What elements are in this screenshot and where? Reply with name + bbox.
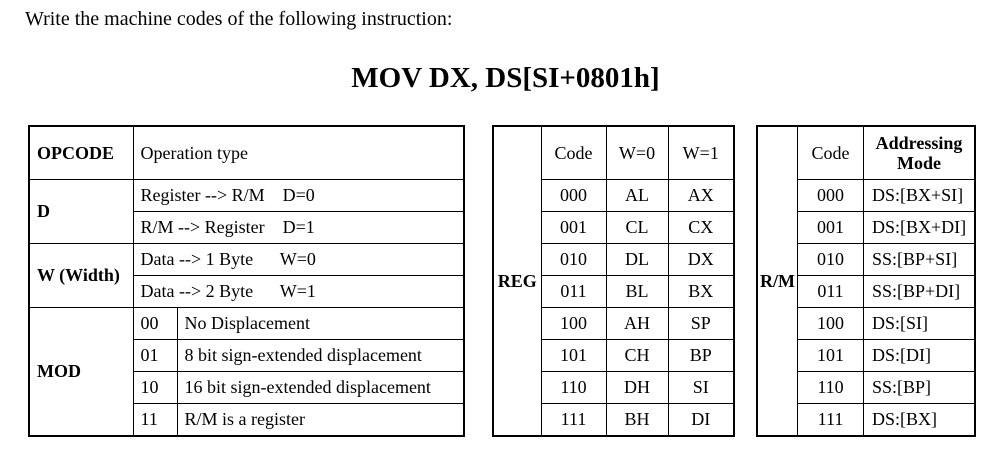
reg-w0: DH [606,372,668,404]
reg-code: 100 [541,308,606,340]
reg-w0: CH [606,340,668,372]
reg-w0: DL [606,244,668,276]
mod-code: 00 [133,308,177,340]
d-option-0: Register --> R/M D=0 [133,180,464,212]
reg-w1: BX [668,276,734,308]
rm-mode-header: Addressing Mode [864,126,976,180]
reg-w1-header: W=1 [668,126,734,180]
rm-mode: SS:[BP+DI] [864,276,976,308]
reg-w1: DI [668,404,734,437]
mod-code: 11 [133,404,177,437]
reg-w0: AH [606,308,668,340]
mod-label: MOD [29,308,133,437]
operation-type-header: Operation type [133,126,464,180]
reg-header-row [493,126,734,180]
w-option-0: Data --> 1 Byte W=0 [133,244,464,276]
rm-table [756,125,976,437]
rm-label: R/M [757,126,798,436]
mod-code: 01 [133,340,177,372]
mod-row [29,308,464,340]
d-option-1: R/M --> Register D=1 [133,212,464,244]
rm-code: 001 [798,212,864,244]
rm-mode: DS:[SI] [864,308,976,340]
reg-w1: SI [668,372,734,404]
mod-description: 16 bit sign-extended displacement [177,372,464,404]
rm-code-header: Code [798,126,864,180]
rm-mode: DS:[BX+DI] [864,212,976,244]
mod-code: 10 [133,372,177,404]
reg-label: REG [493,126,541,436]
reg-code: 101 [541,340,606,372]
d-label: D [29,180,133,244]
instruction-heading: MOV DX, DS[SI+0801h] [351,62,660,94]
reg-w0-header: W=0 [606,126,668,180]
reg-code: 000 [541,180,606,212]
reg-w0: CL [606,212,668,244]
rm-mode: DS:[BX+SI] [864,180,976,212]
reg-w1: AX [668,180,734,212]
rm-code: 101 [798,340,864,372]
reg-w0: BL [606,276,668,308]
reg-w1: BP [668,340,734,372]
reg-code: 001 [541,212,606,244]
w-row [29,244,464,276]
rm-header-row [757,126,975,180]
d-row [29,180,464,212]
mod-description: R/M is a register [177,404,464,437]
rm-mode: SS:[BP] [864,372,976,404]
w-option-1: Data --> 2 Byte W=1 [133,276,464,308]
rm-mode: SS:[BP+SI] [864,244,976,276]
reg-code: 110 [541,372,606,404]
reg-w1: SP [668,308,734,340]
reg-code-header: Code [541,126,606,180]
rm-mode: DS:[DI] [864,340,976,372]
reg-w1: DX [668,244,734,276]
instruction-fields-table [28,125,465,437]
opcode-header: OPCODE [29,126,133,180]
rm-code: 011 [798,276,864,308]
rm-mode: DS:[BX] [864,404,976,437]
reg-w1: CX [668,212,734,244]
mod-description: No Displacement [177,308,464,340]
reg-code: 010 [541,244,606,276]
rm-code: 010 [798,244,864,276]
rm-code: 000 [798,180,864,212]
rm-code: 111 [798,404,864,437]
mod-description: 8 bit sign-extended displacement [177,340,464,372]
question-prompt: Write the machine codes of the following instruction: [25,8,453,30]
rm-code: 110 [798,372,864,404]
rm-code: 100 [798,308,864,340]
reg-w0: AL [606,180,668,212]
reg-w0: BH [606,404,668,437]
fields-header-row [29,126,464,180]
reg-code: 111 [541,404,606,437]
reg-code: 011 [541,276,606,308]
w-label: W (Width) [29,244,133,308]
reg-table [492,125,735,437]
